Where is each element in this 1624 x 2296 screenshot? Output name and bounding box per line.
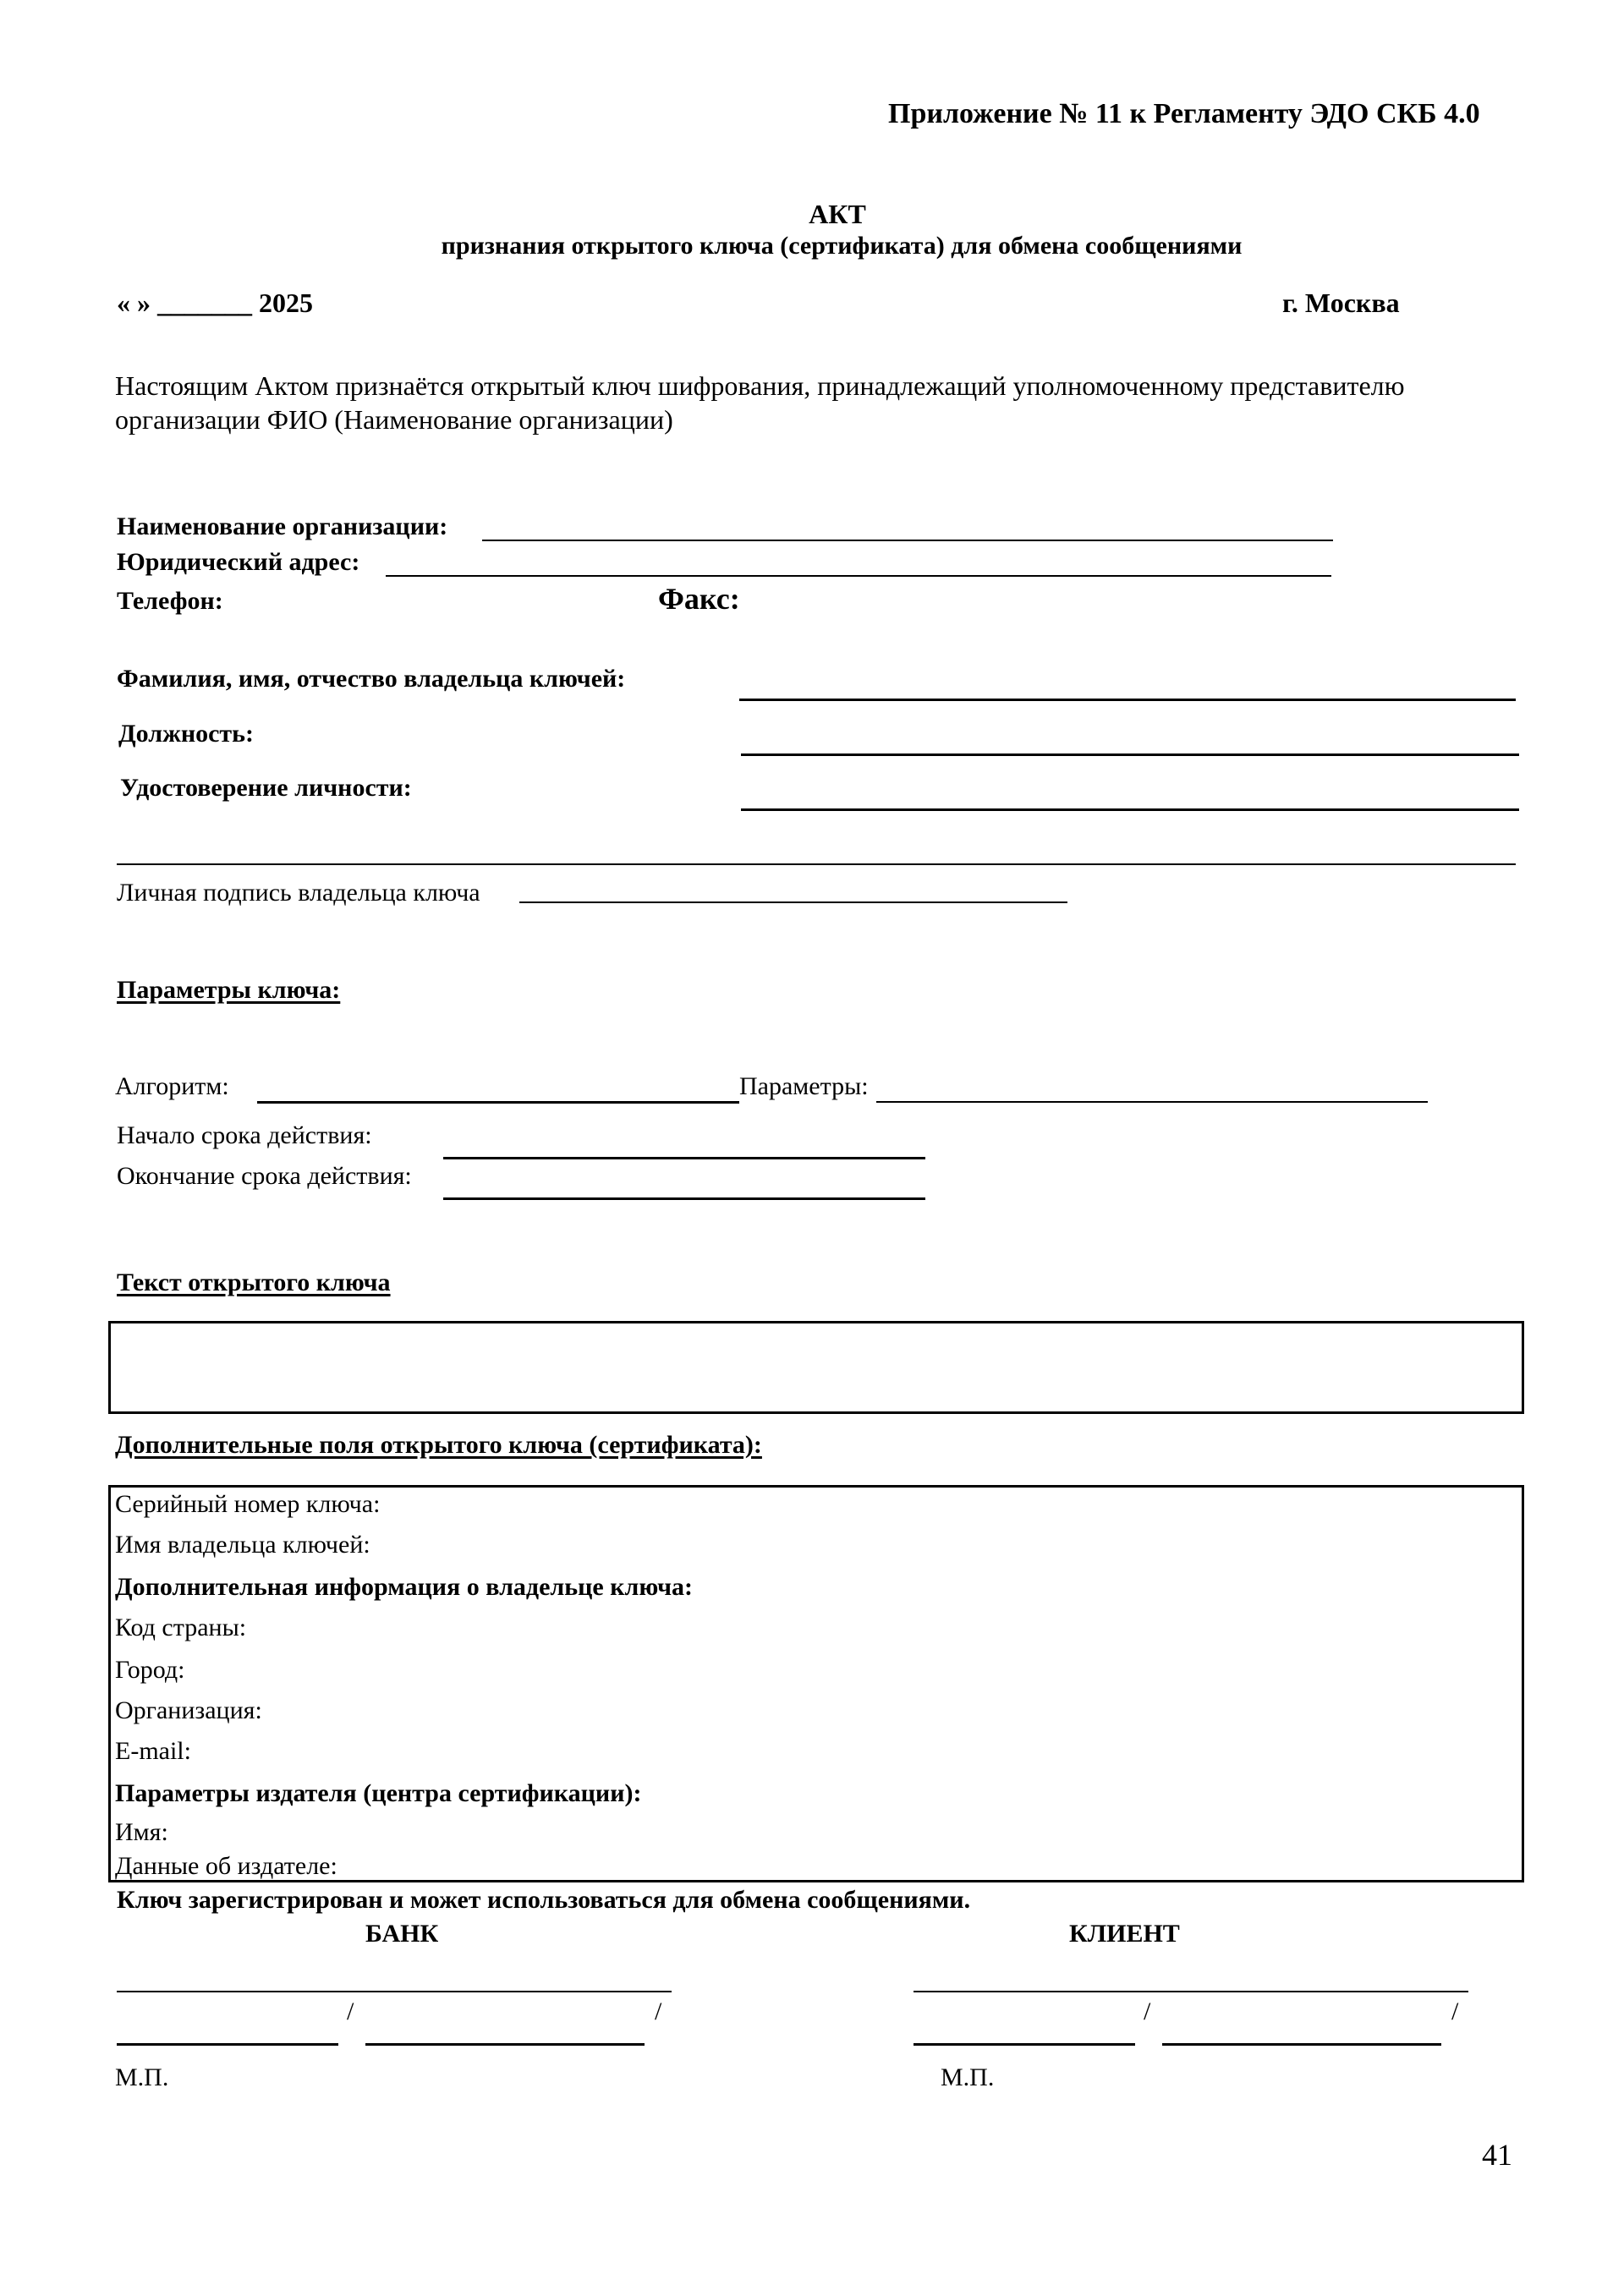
key-params-heading: Параметры ключа:: [117, 976, 341, 1004]
bank-stamp-label: М.П.: [115, 2063, 169, 2091]
act-city: г. Москва: [1282, 288, 1400, 318]
client-stamp-label: М.П.: [941, 2063, 995, 2091]
page-number: 41: [1482, 2138, 1512, 2172]
organization-label: Организация:: [115, 1696, 262, 1724]
extra-fields-heading: Дополнительные поля открытого ключа (сертификата):: [115, 1431, 762, 1459]
client-slash-1: /: [1144, 1997, 1151, 2025]
org-name-field[interactable]: [482, 540, 1333, 541]
document-title: АКТ: [809, 199, 866, 229]
validity-start-label: Начало срока действия:: [117, 1121, 372, 1149]
owner-signature-field[interactable]: [519, 901, 1067, 903]
algorithm-field[interactable]: [257, 1101, 739, 1104]
issuer-data-label: Данные об издателе:: [115, 1852, 337, 1880]
client-name-field[interactable]: [1162, 2043, 1441, 2046]
country-code-label: Код страны:: [115, 1614, 247, 1641]
params-label: Параметры:: [739, 1072, 869, 1100]
owner-position-field[interactable]: [741, 753, 1519, 756]
key-owner-name-label: Имя владельца ключей:: [115, 1531, 370, 1559]
bank-name-field[interactable]: [365, 2043, 645, 2046]
intro-line-1: Настоящим Актом признаётся открытый ключ шифрования, принадлежащий уполномоченному представителю: [115, 370, 1405, 401]
appendix-header: Приложение № 11 к Регламенту ЭДО СКБ 4.0: [888, 98, 1480, 129]
client-slash-2: /: [1451, 1997, 1459, 2025]
validity-end-label: Окончание срока действия:: [117, 1162, 412, 1190]
owner-signature-label: Личная подпись владельца ключа: [117, 879, 480, 907]
owner-position-label: Должность:: [118, 720, 255, 748]
owner-id-field[interactable]: [741, 808, 1519, 811]
client-signature-line[interactable]: [914, 1991, 1468, 1992]
key-text-heading: Текст открытого ключа: [117, 1269, 391, 1296]
bank-signature-field[interactable]: [117, 2043, 338, 2046]
document-subtitle: признания открытого ключа (сертификата) для обмена сообщениями: [441, 232, 1243, 260]
fax-label: Факс:: [658, 582, 740, 616]
serial-number-label: Серийный номер ключа:: [115, 1490, 381, 1518]
bank-slash-1: /: [347, 1997, 354, 2025]
algorithm-label: Алгоритм:: [115, 1072, 229, 1100]
separator-line: [117, 863, 1516, 865]
client-label: КЛИЕНТ: [1069, 1920, 1180, 1948]
owner-fio-field[interactable]: [739, 699, 1516, 701]
bank-slash-2: /: [655, 1997, 662, 2025]
intro-line-2: организации ФИО (Наименование организации): [115, 404, 673, 435]
params-field[interactable]: [876, 1101, 1428, 1103]
phone-label: Телефон:: [117, 587, 223, 615]
bank-label: БАНК: [365, 1920, 439, 1948]
owner-id-label: Удостоверение личности:: [120, 774, 412, 802]
key-text-box[interactable]: [108, 1321, 1524, 1414]
email-label: E-mail:: [115, 1737, 191, 1765]
issuer-heading: Параметры издателя (центра сертификации):: [115, 1779, 642, 1807]
org-name-label: Наименование организации:: [117, 512, 448, 540]
owner-fio-label: Фамилия, имя, отчество владельца ключей:: [117, 665, 626, 693]
org-address-label: Юридический адрес:: [117, 548, 360, 576]
city-label: Город:: [115, 1656, 185, 1684]
validity-end-field[interactable]: [443, 1197, 925, 1200]
owner-info-heading: Дополнительная информация о владельце ключа:: [115, 1573, 694, 1601]
bank-signature-line[interactable]: [117, 1991, 672, 1992]
org-address-field[interactable]: [386, 575, 1331, 577]
issuer-name-label: Имя:: [115, 1818, 168, 1846]
registration-statement: Ключ зарегистрирован и может использоваться для обмена сообщениями.: [117, 1886, 971, 1914]
client-signature-field[interactable]: [914, 2043, 1135, 2046]
act-date: « » _______ 2025: [117, 288, 313, 318]
validity-start-field[interactable]: [443, 1157, 925, 1159]
